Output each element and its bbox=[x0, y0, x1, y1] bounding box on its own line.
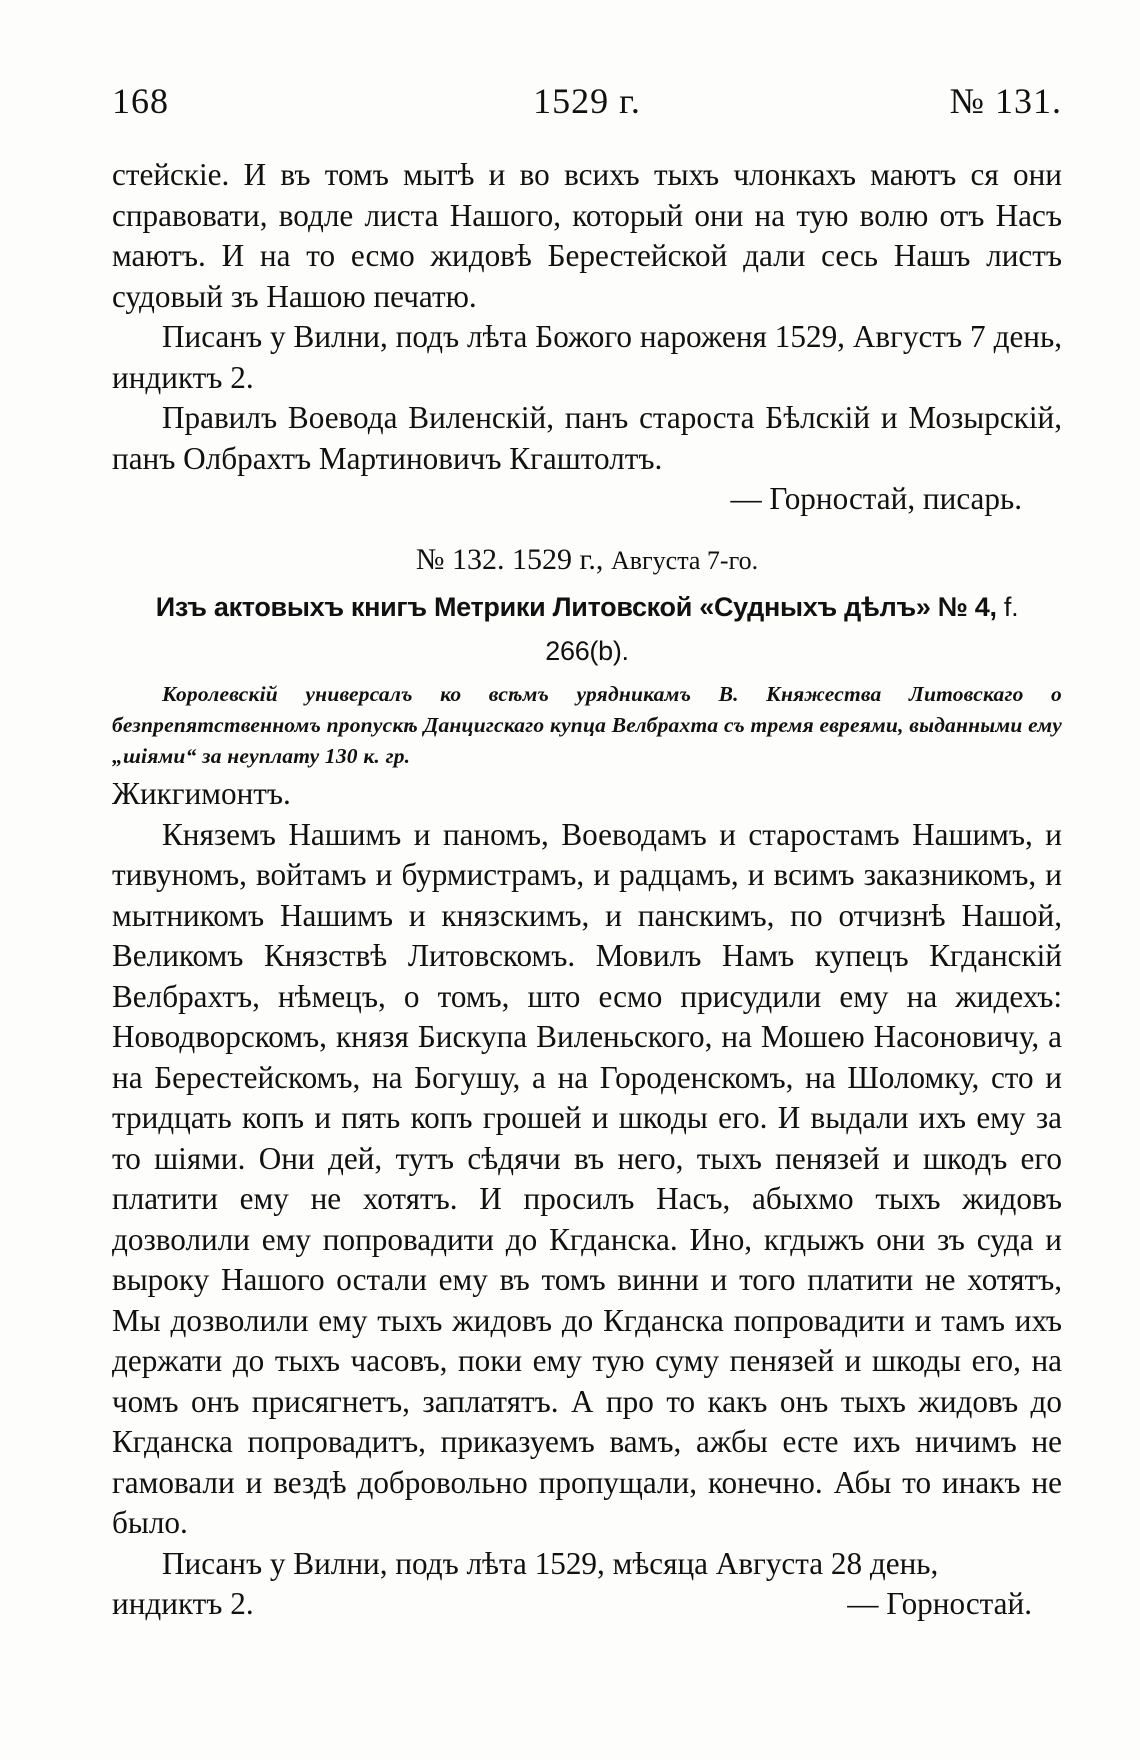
doc131-attestation: Правилъ Воевода Виленскій, панъ староста Бѣлскій и Мозырскій, панъ Олбрахтъ Мартиновичъ Кгаштолтъ. bbox=[112, 400, 1062, 476]
header-year: 1529 г. bbox=[533, 81, 641, 121]
doc132-folio: f. 266(b). bbox=[545, 592, 1019, 666]
doc132-indict-signature bbox=[112, 1584, 1062, 1625]
doc131-signature: — Горностай, писарь. bbox=[730, 481, 1022, 516]
doc132-indict: индиктъ 2. bbox=[112, 1586, 254, 1621]
doc132-salutation: Жикгимонтъ. bbox=[112, 776, 291, 811]
doc132-title bbox=[112, 540, 1062, 582]
doc132-closing: Писанъ у Вилни, подъ лѣта 1529, мѣсяца Августа 28 день, bbox=[162, 1545, 939, 1581]
doc132-date: Августа 7-го. bbox=[610, 545, 759, 575]
page-header bbox=[112, 80, 1062, 130]
doc132-source-text: Изъ актовыхъ книгъ Метрики Литовской «Судныхъ дѣлъ» № 4, bbox=[155, 592, 997, 622]
page-body bbox=[112, 155, 1062, 1625]
header-document-number: № 131. bbox=[949, 81, 1062, 121]
doc131-dating: Писанъ у Вилни, подъ лѣта Божого нароженя 1529, Августъ 7 день, индиктъ 2. bbox=[112, 319, 1062, 395]
doc132-body: Княземъ Нашимъ и паномъ, Воеводамъ и старостамъ Нашимъ, и тивуномъ, войтамъ и бурмистрамъ, и радцамъ, и всимъ заказникомъ, и мытникомъ Нашимъ и князскимъ, и панскимъ, по отчизнѣ Нашой, Великомъ Князствѣ Литовскомъ. Мовилъ Намъ купецъ Кгданскій Велбрахтъ, нѣмецъ, о томъ, што есмо присудили ему на жидехъ: Новодворскомъ, князя Бискупа Виленьского, на Мошею Насоновичу, а на Берестейскомъ, на Богушу, а на Городенскомъ, на Шоломку, сто и тридцать копъ и пять копъ грошей и шкоды его. И выдали ихъ ему за то шіями. Они дей, тутъ сѣдячи въ него, тыхъ пенязей и шкодъ его платити ему не хотятъ. И просилъ Насъ, абыхмо тыхъ жидовъ дозволили ему попровадити до Кгданска. Ино, кгдыжъ они зъ суда и выроку Нашого остали ему въ томъ винни и того платити не хотятъ, Мы дозволили ему тыхъ жидовъ до Кгданска попровадити и тамъ ихъ держати до тыхъ часовъ, поки ему тую суму пенязей и шкоды его, на чомъ онъ присягнетъ, заплатятъ. А про то какъ онъ тыхъ жидовъ до Кгданска попровадитъ, приказуемъ вамъ, ажбы есте ихъ ничимъ не гамовали и вездѣ добровольно пропущали, конечно. Абы то инакъ не было. bbox=[112, 816, 1062, 1540]
doc132-regest: Королевскій универсалъ ко всѣмъ урядникамъ В. Княжества Литовскаго о безпрепятственномъ пропускѣ Данцигскаго купца Велбрахта съ тремя евреями, выданными ему „шіями“ за неуплату 130 к. гр. bbox=[112, 682, 1062, 768]
doc132-source bbox=[112, 585, 1062, 673]
doc132-signature: — Горностай. bbox=[847, 1586, 1032, 1621]
header-page-number: 168 bbox=[112, 81, 169, 121]
doc132-number: № 132. 1529 г., bbox=[415, 542, 604, 576]
doc131-paragraph-continuation: стейскіе. И въ томъ мытѣ и во всихъ тыхъ члонкахъ маютъ ся они справовати, водле листа Нашого, который они на тую волю отъ Насъ маютъ. И на то есмо жидовѣ Берестейской дали сесь Нашъ листъ судовый зъ Нашою печатю. bbox=[112, 157, 1062, 314]
